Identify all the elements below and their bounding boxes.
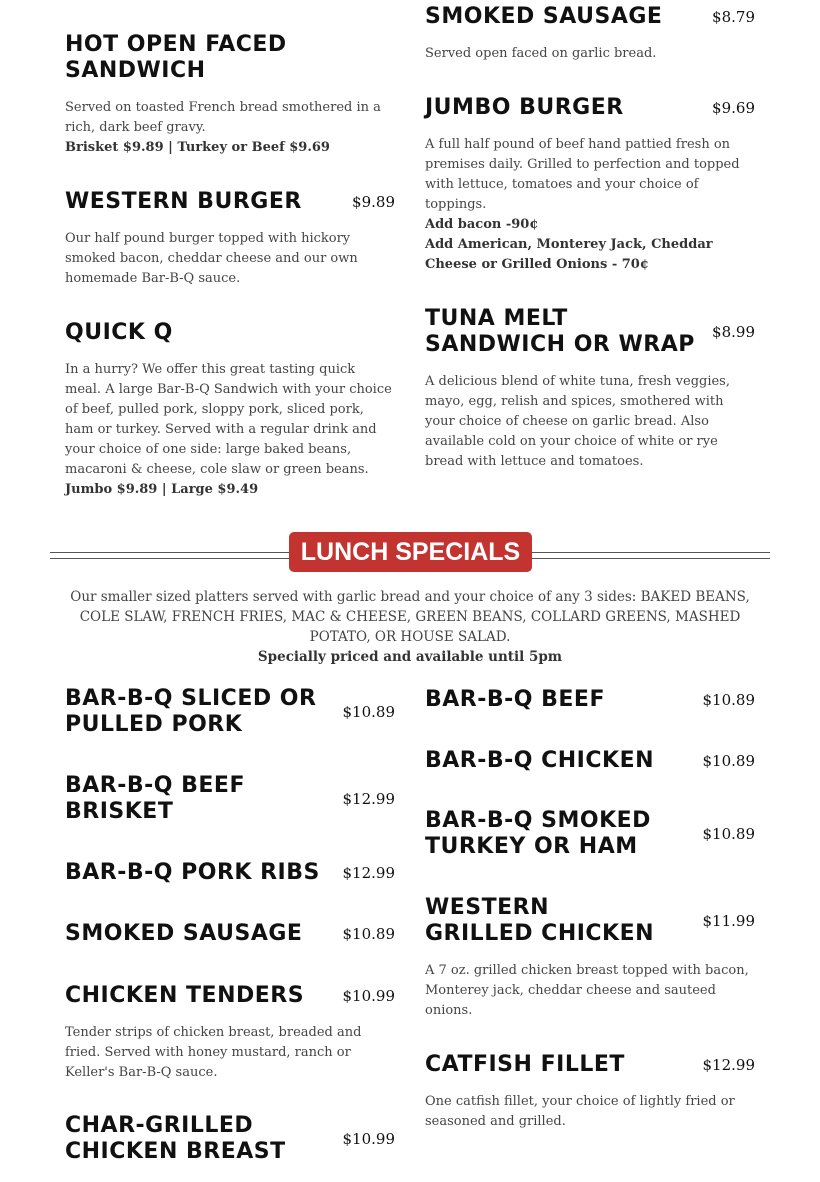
- item-name: BAR-B-Q SMOKED TURKEY OR HAM: [425, 808, 651, 859]
- item-price: $12.99: [342, 790, 395, 808]
- menu-item: [425, 687, 755, 713]
- item-price: $10.99: [342, 1130, 395, 1148]
- item-name: BAR-B-Q CHICKEN: [425, 748, 655, 773]
- item-price: $8.99: [712, 323, 755, 341]
- item-price: $9.89: [352, 193, 395, 211]
- item-description: Served open faced on garlic bread.: [425, 46, 657, 61]
- item-description: A 7 oz. grilled chicken breast topped with bacon, Monterey jack, cheddar cheese and sauteed onions.: [425, 963, 749, 1018]
- item-price: $10.89: [702, 752, 755, 770]
- section-intro: [50, 587, 770, 667]
- section-title-banner: LUNCH SPECIALS: [289, 532, 532, 572]
- menu-item: [65, 686, 395, 738]
- item-price: $10.89: [702, 691, 755, 709]
- menu-item: [65, 189, 395, 289]
- item-note: Jumbo $9.89 | Large $9.49: [65, 482, 259, 497]
- menu-item: [425, 306, 755, 472]
- item-description: A delicious blend of white tuna, fresh veggies, mayo, egg, relish and spices, smothered with your choice of cheese on garlic bread. Also available cold on your choice of white or rye bread with lettuce and tomatoes.: [425, 374, 730, 469]
- item-name: QUICK Q: [65, 320, 173, 345]
- item-name: WESTERN GRILLED CHICKEN: [425, 895, 655, 946]
- item-description: Served on toasted French bread smothered in a rich, dark beef gravy.: [65, 100, 381, 135]
- item-price: $9.69: [712, 99, 755, 117]
- item-description: One catfish fillet, your choice of lightly fried or seasoned and grilled.: [425, 1094, 735, 1129]
- item-description: In a hurry? We offer this great tasting quick meal. A large Bar-B-Q Sandwich with your choice of beef, pulled pork, sloppy pork, sliced pork, ham or turkey. Served with a regular drink and your choice of one side: large baked beans, macaroni & cheese, cole slaw or green beans.: [65, 362, 392, 477]
- menu-item: [65, 921, 395, 947]
- menu-item: [425, 895, 755, 1021]
- item-name: CHAR-GRILLED CHICKEN BREAST: [65, 1113, 286, 1164]
- section-intro-note: Specially priced and available until 5pm: [257, 649, 563, 665]
- item-description: Our half pound burger topped with hickory smoked bacon, cheddar cheese and our own homemade Bar-B-Q sauce.: [65, 231, 358, 286]
- item-price: $11.99: [702, 912, 755, 930]
- item-price: $10.89: [342, 925, 395, 943]
- item-description: Tender strips of chicken breast, breaded and fried. Served with honey mustard, ranch or Keller's Bar-B-Q sauce.: [65, 1025, 362, 1080]
- item-name: BAR-B-Q BEEF BRISKET: [65, 773, 245, 824]
- item-name: SMOKED SAUSAGE: [425, 4, 663, 29]
- item-price: $12.99: [342, 864, 395, 882]
- section-intro-text: Our smaller sized platters served with garlic bread and your choice of any 3 sides: BAKED BEANS, COLE SLAW, FRENCH FRIES, MAC & CHEESE, GREEN BEANS, COLLARD GREENS, MASHED POTATO, OR HOUSE SALAD.: [70, 589, 750, 645]
- item-name: CATFISH FILLET: [425, 1052, 625, 1077]
- item-note: Brisket $9.89 | Turkey or Beef $9.69: [65, 140, 330, 155]
- menu-item: [65, 983, 395, 1083]
- menu-item: [65, 860, 395, 886]
- item-price: $10.89: [342, 703, 395, 721]
- item-name: HOT OPEN FACED SANDWICH: [65, 32, 287, 83]
- item-name: TUNA MELT SANDWICH OR WRAP: [425, 306, 695, 357]
- menu-item: [425, 1052, 755, 1132]
- menu-item: [425, 95, 755, 275]
- item-price: $8.79: [712, 8, 755, 26]
- menu-item: [425, 748, 755, 774]
- item-description: A full half pound of beef hand pattied fresh on premises daily. Grilled to perfection and topped with lettuce, tomatoes and your choice of toppings.: [425, 137, 740, 212]
- item-name: SMOKED SAUSAGE: [65, 921, 303, 946]
- item-note: Add American, Monterey Jack, Cheddar Cheese or Grilled Onions - 70¢: [425, 237, 713, 272]
- item-price: $12.99: [702, 1056, 755, 1074]
- menu-item: [65, 320, 395, 500]
- menu-item: [65, 773, 395, 825]
- item-name: BAR-B-Q PORK RIBS: [65, 860, 320, 885]
- menu-item: [65, 32, 395, 158]
- item-name: BAR-B-Q SLICED OR PULLED PORK: [65, 686, 317, 737]
- item-price: $10.89: [702, 825, 755, 843]
- item-name: JUMBO BURGER: [425, 95, 624, 120]
- menu-item: [65, 1113, 395, 1165]
- item-note: Add bacon -90¢: [425, 217, 539, 232]
- menu-item: [425, 4, 755, 64]
- item-name: BAR-B-Q BEEF: [425, 687, 605, 712]
- item-name: CHICKEN TENDERS: [65, 983, 305, 1008]
- item-price: $10.99: [342, 987, 395, 1005]
- item-name: WESTERN BURGER: [65, 189, 302, 214]
- menu-item: [425, 808, 755, 860]
